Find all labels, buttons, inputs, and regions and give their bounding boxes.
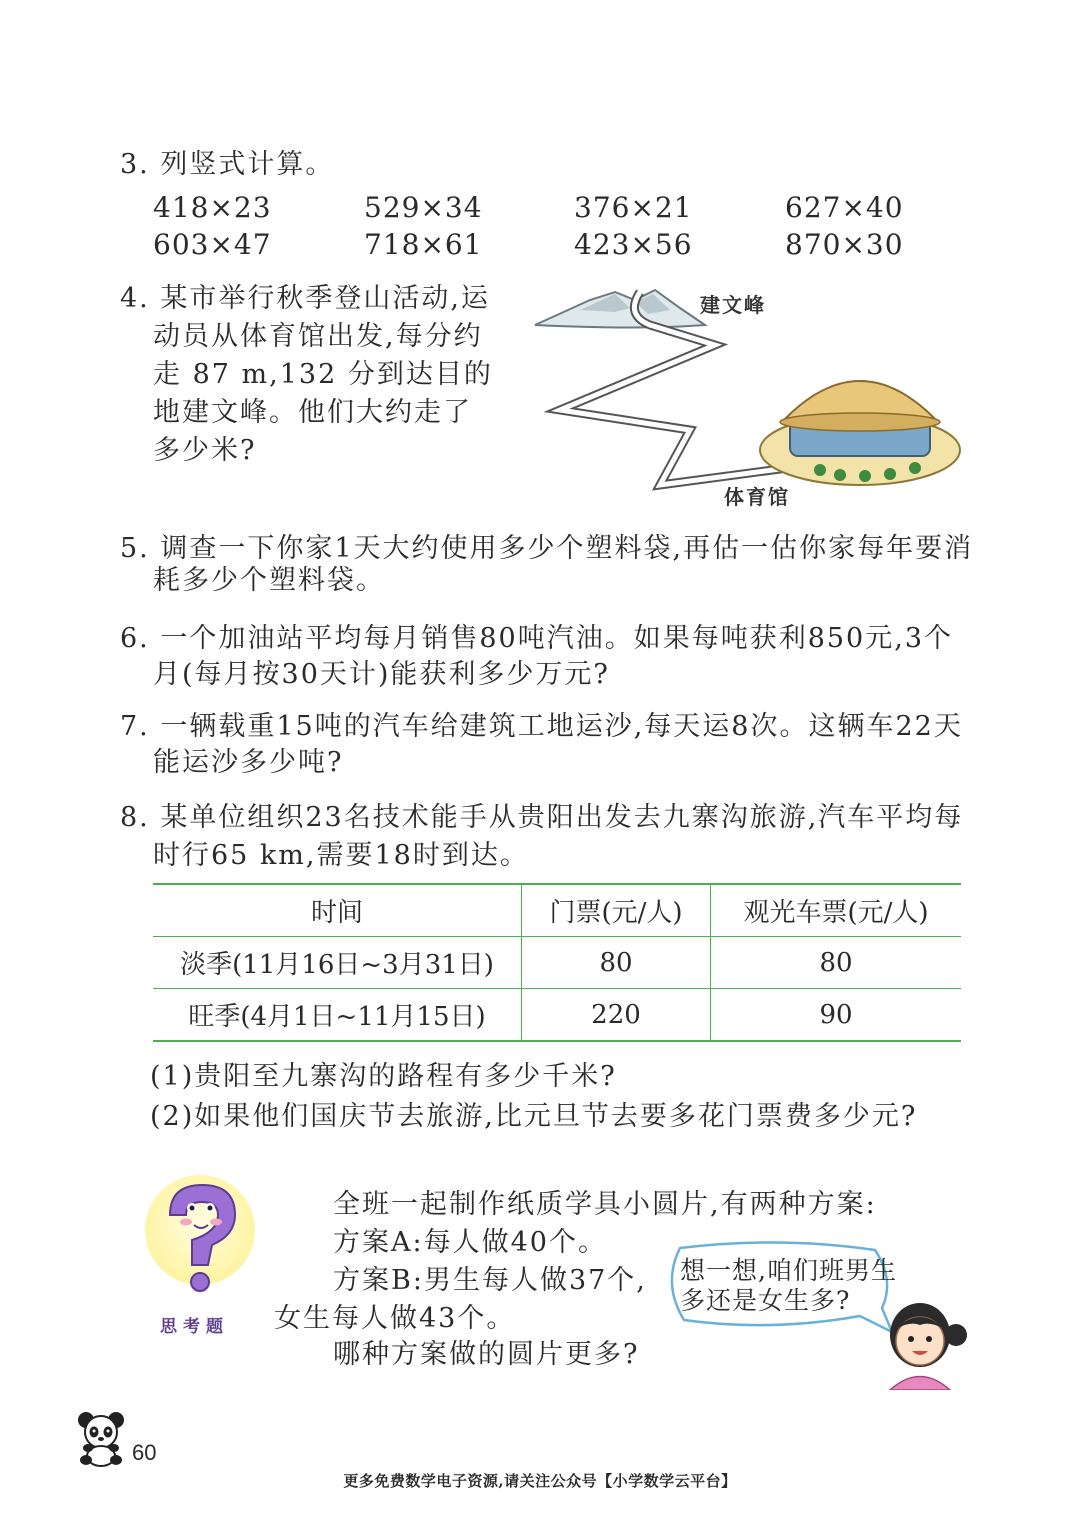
q8-sub1: (1)贵阳至九寨沟的路程有多少千米? bbox=[150, 1061, 617, 1092]
ticket-price-table bbox=[153, 883, 961, 1042]
thinking-line: 全班一起制作纸质学具小圆片,有两种方案: bbox=[333, 1189, 877, 1220]
mountain-label: 建文峰 bbox=[700, 293, 766, 317]
footer-note: 更多免费数学电子资源,请关注公众号【小学数学云平台】 bbox=[343, 1472, 737, 1490]
calc-item: 376×21 bbox=[574, 191, 693, 224]
calc-item: 718×61 bbox=[364, 228, 483, 261]
thinking-line: 方案B:男生每人做37个, bbox=[333, 1265, 647, 1296]
q8-line: 时行65 km,需要18时到达。 bbox=[153, 840, 529, 871]
table-header: 观光车票(元/人) bbox=[711, 884, 962, 937]
calc-item: 423×56 bbox=[574, 228, 693, 261]
q6-line: 6. 一个加油站平均每月销售80吨汽油。如果每吨获利850元,3个 bbox=[120, 623, 953, 654]
q3-title: 3. 列竖式计算。 bbox=[120, 149, 335, 180]
q7-line: 7. 一辆载重15吨的汽车给建筑工地运沙,每天运8次。这辆车22天 bbox=[120, 711, 963, 742]
calc-item: 603×47 bbox=[153, 228, 272, 261]
table-header-row bbox=[153, 884, 961, 937]
table-cell: 80 bbox=[522, 937, 711, 989]
q4-line: 多少米? bbox=[153, 435, 257, 466]
bubble-line: 多还是女生多? bbox=[680, 1286, 851, 1315]
stadium-illustration bbox=[760, 381, 960, 485]
thinking-line: 哪种方案做的圆片更多? bbox=[333, 1339, 640, 1370]
q4-line: 4. 某市举行秋季登山活动,运 bbox=[120, 283, 490, 314]
q5-line: 耗多少个塑料袋。 bbox=[153, 565, 385, 596]
table-header: 时间 bbox=[153, 884, 522, 937]
table-row bbox=[153, 989, 961, 1042]
thinking-line: 方案A:每人做40个。 bbox=[333, 1227, 607, 1258]
calc-item: 870×30 bbox=[785, 228, 904, 261]
q5-line: 5. 调查一下你家1天大约使用多少个塑料袋,再估一估你家每年要消 bbox=[120, 533, 974, 564]
table-header: 门票(元/人) bbox=[522, 884, 711, 937]
table-cell: 旺季(4月1日~11月15日) bbox=[153, 989, 522, 1042]
bubble-line: 想一想,咱们班男生 bbox=[680, 1256, 897, 1285]
table-cell: 90 bbox=[711, 989, 962, 1042]
page-number: 60 bbox=[132, 1440, 157, 1465]
girl-illustration bbox=[870, 1295, 970, 1390]
calc-item: 529×34 bbox=[364, 191, 483, 224]
q6-line: 月(每月按30天计)能获利多少万元? bbox=[153, 659, 610, 690]
calc-item: 418×23 bbox=[153, 191, 272, 224]
panda-icon bbox=[74, 1408, 130, 1468]
table-cell: 淡季(11月16日~3月31日) bbox=[153, 937, 522, 989]
thinking-badge-label: 思考题 bbox=[160, 1317, 229, 1337]
q4-line: 走 87 m,132 分到达目的 bbox=[153, 359, 493, 390]
table-cell: 80 bbox=[711, 937, 962, 989]
question-mark-mascot bbox=[140, 1170, 260, 1310]
q4-line: 动员从体育馆出发,每分约 bbox=[153, 321, 483, 352]
stadium-label: 体育馆 bbox=[724, 485, 790, 509]
calc-item: 627×40 bbox=[785, 191, 904, 224]
q4-line: 地建文峰。他们大约走了 bbox=[153, 397, 472, 428]
mountain-illustration bbox=[535, 290, 705, 328]
table-cell: 220 bbox=[522, 989, 711, 1042]
table-row bbox=[153, 937, 961, 989]
q7-line: 能运沙多少吨? bbox=[153, 747, 344, 778]
thinking-line: 女生每人做43个。 bbox=[274, 1303, 516, 1334]
q8-sub2: (2)如果他们国庆节去旅游,比元旦节去要多花门票费多少元? bbox=[150, 1101, 918, 1132]
q8-line: 8. 某单位组织23名技术能手从贵阳出发去九寨沟旅游,汽车平均每 bbox=[120, 802, 964, 833]
